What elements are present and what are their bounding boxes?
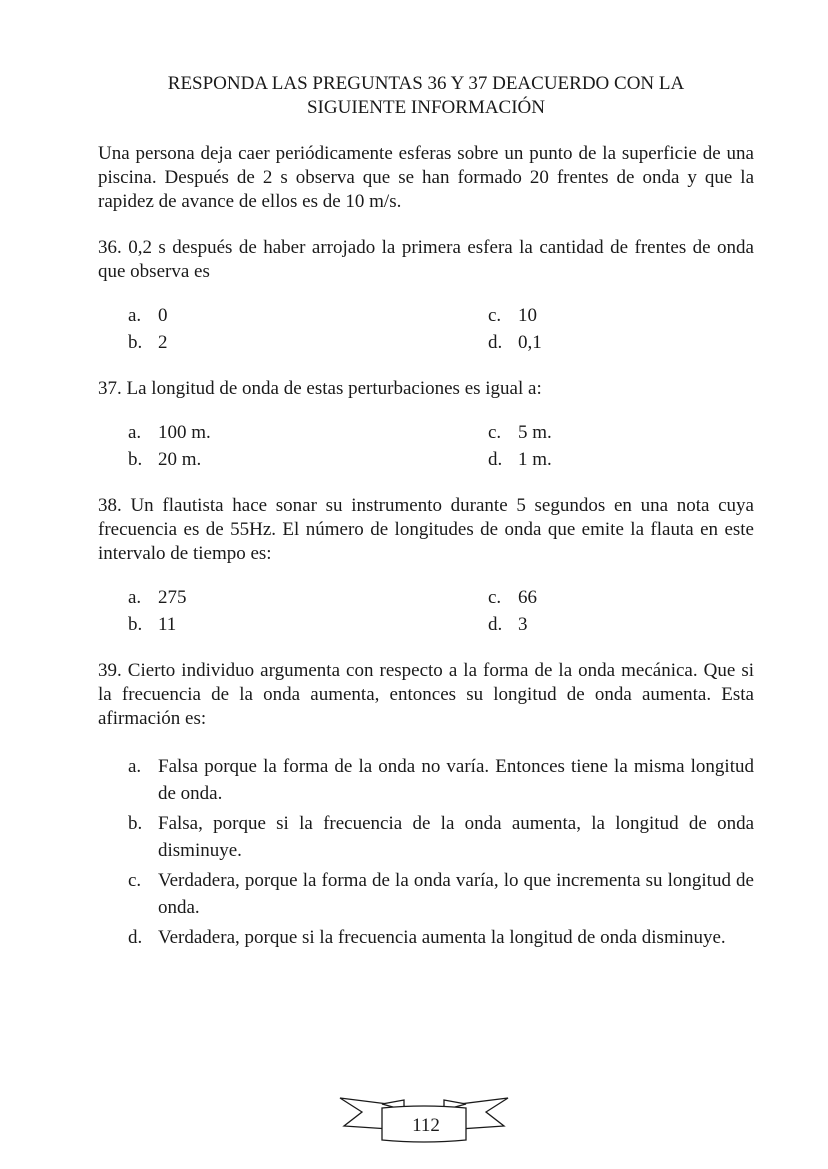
option-letter: c.: [488, 587, 502, 608]
question-39: [98, 659, 754, 951]
option-text: 100 m.: [158, 422, 211, 443]
option-letter: c.: [488, 422, 502, 443]
option-text: 0,1: [518, 332, 542, 353]
option-text: 275: [158, 587, 187, 608]
option-b: [128, 613, 488, 637]
option-b: [128, 331, 488, 355]
option-d: [488, 448, 784, 472]
option-text: 1 m.: [518, 449, 552, 470]
question-36-options: [98, 304, 754, 355]
option-letter: a.: [128, 587, 142, 608]
option-c: [488, 421, 784, 445]
question-38-text: 38. Un flautista hace sonar su instrumento durante 5 segundos en una nota cuya frecuencia es de 55Hz. El número de longitudes de onda que emite la flauta en este intervalo de tiempo es:: [98, 495, 754, 564]
option-text: 11: [158, 614, 177, 635]
option-letter: b.: [128, 332, 143, 353]
option-c: [488, 586, 784, 610]
option-a: [128, 304, 488, 328]
option-letter: d.: [488, 332, 503, 353]
option-text: 2: [158, 332, 168, 353]
intro-paragraph: Una persona deja caer periódicamente esferas sobre un punto de la superficie de una piscina. Después de 2 s observa que se han formado 20 frentes de onda y que la rapidez de avance de ellos es de 10 m/s.: [98, 143, 754, 212]
heading-line-2: SIGUIENTE INFORMACIÓN: [306, 97, 546, 118]
option-letter: c.: [488, 305, 502, 326]
question-37-text: 37. La longitud de onda de estas perturbaciones es igual a:: [98, 378, 542, 399]
heading-line-1: RESPONDA LAS PREGUNTAS 36 Y 37 DEACUERDO CON LA: [167, 73, 685, 94]
option-b: [128, 448, 488, 472]
document-page: [98, 72, 754, 954]
option-letter: d.: [488, 614, 503, 635]
option-letter: d.: [128, 927, 143, 948]
option-d: [128, 924, 754, 951]
option-c: [128, 867, 754, 921]
option-letter: c.: [128, 870, 142, 891]
option-c: [488, 304, 784, 328]
option-text: 5 m.: [518, 422, 552, 443]
question-36-text: 36. 0,2 s después de haber arrojado la primera esfera la cantidad de frentes de onda que observa es: [98, 237, 754, 282]
option-letter: d.: [488, 449, 503, 470]
option-text: 66: [518, 587, 537, 608]
option-text: Verdadera, porque si la frecuencia aumenta la longitud de onda disminuye.: [158, 927, 726, 948]
option-text: 20 m.: [158, 449, 202, 470]
option-letter: a.: [128, 422, 142, 443]
question-37-options: [98, 421, 754, 472]
option-letter: b.: [128, 813, 143, 834]
page-number: 112: [412, 1115, 440, 1136]
option-letter: a.: [128, 305, 142, 326]
option-a: [128, 586, 488, 610]
question-37: [98, 377, 754, 472]
section-heading: [98, 72, 754, 120]
option-b: [128, 810, 754, 864]
question-39-options: [98, 753, 754, 951]
option-text: Verdadera, porque la forma de la onda varía, lo que incrementa su longitud de onda.: [158, 870, 754, 918]
option-letter: b.: [128, 449, 143, 470]
option-a: [128, 421, 488, 445]
option-text: Falsa porque la forma de la onda no varía. Entonces tiene la misma longitud de onda.: [158, 756, 754, 804]
option-d: [488, 613, 784, 637]
page-footer: [334, 1094, 514, 1146]
option-text: 10: [518, 305, 537, 326]
question-38-options: [98, 586, 754, 637]
question-38: [98, 494, 754, 637]
option-d: [488, 331, 784, 355]
option-text: 3: [518, 614, 528, 635]
option-letter: b.: [128, 614, 143, 635]
option-text: 0: [158, 305, 168, 326]
option-text: Falsa, porque si la frecuencia de la onda aumenta, la longitud de onda disminuye.: [158, 813, 754, 861]
question-36: [98, 236, 754, 355]
option-a: [128, 753, 754, 807]
option-letter: a.: [128, 756, 142, 777]
question-39-text: 39. Cierto individuo argumenta con respecto a la forma de la onda mecánica. Que si la frecuencia de la onda aumenta, entonces su longitud de onda aumenta. Esta afirmación es:: [98, 660, 754, 729]
